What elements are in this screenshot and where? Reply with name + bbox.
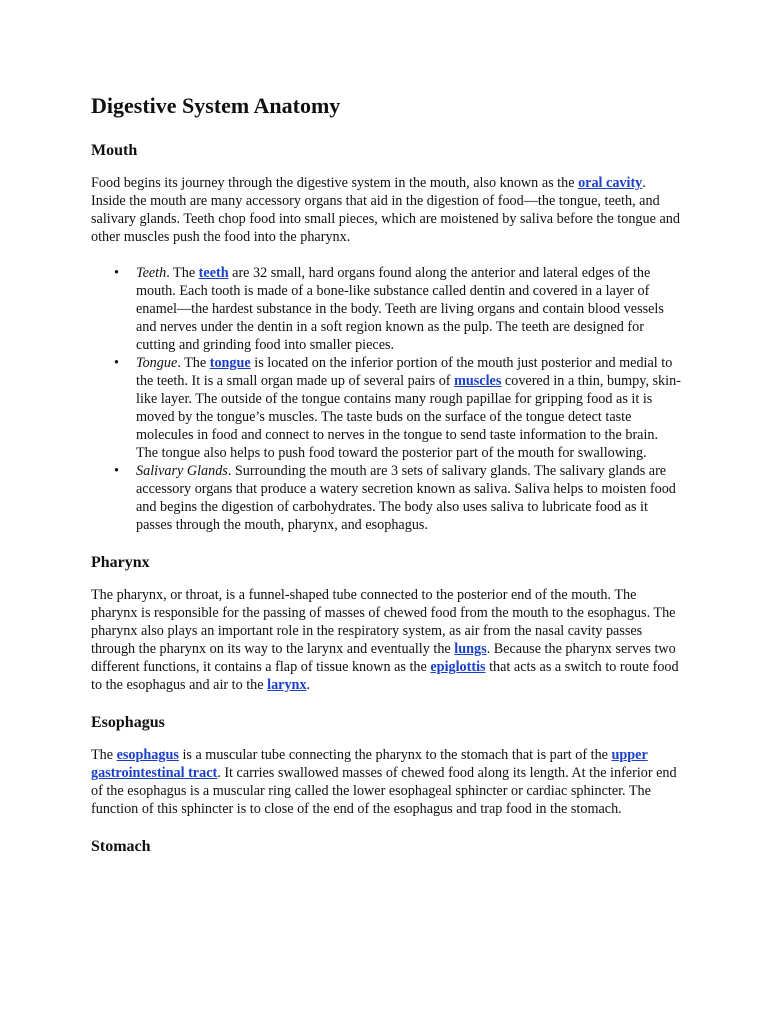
term-tongue: Tongue xyxy=(136,355,178,371)
list-item-tongue xyxy=(114,354,681,462)
bullet-icon: • xyxy=(114,463,119,479)
link-esophagus[interactable]: esophagus xyxy=(116,747,179,763)
term-teeth: Teeth xyxy=(136,265,167,281)
text-span: . The xyxy=(177,355,210,371)
link-lungs[interactable]: lungs xyxy=(454,641,487,657)
text-span: . xyxy=(306,677,311,693)
list-item-teeth xyxy=(114,264,681,354)
section-esophagus xyxy=(91,712,681,818)
text-span: is located on the inferior portion of the mouth just posterior and medial to the teeth. It is a small organ made up of several pairs of xyxy=(136,355,673,389)
link-teeth[interactable]: teeth xyxy=(198,265,229,281)
text-span: is a muscular tube connecting the pharynx to the stomach that is part of the xyxy=(178,747,612,763)
bullet-icon: • xyxy=(114,355,119,371)
list-item-salivary-glands xyxy=(114,462,681,534)
text-span: . The xyxy=(166,265,199,281)
text-span: covered in a thin, bumpy, skin-like layer. The outside of the tongue contains many rough papillae for gripping food as it is moved by the tongue’s muscles. The taste buds on the surface of the tongue detect taste molecules in food and connect to nerves in the tongue to send taste information to the brain. The tongue also helps to push food toward the posterior part of the mouth for swallowing. xyxy=(136,373,681,461)
term-salivary-glands: Salivary Glands xyxy=(136,463,228,479)
text-span: The pharynx, or throat, is a funnel-shaped tube connected to the posterior end of the mouth. The pharynx is responsible for the passing of masses of chewed food from the mouth to the esophagus. The pharynx also plays an important role in the respiratory system, as air from the nasal cavity passes through the pharynx on its way to the larynx and eventually the xyxy=(91,587,676,657)
text-span: Food begins its journey through the digestive system in the mouth, also known as the xyxy=(91,175,579,191)
paragraph-pharynx xyxy=(91,586,681,694)
text-span: are 32 small, hard organs found along the anterior and lateral edges of the mouth. Each tooth is made of a bone-like substance called dentin and covered in a layer of enamel—the hardest substance in the body. Teeth are living organs and contain blood vessels and nerves under the dentin in a soft region known as the pulp. The teeth are designed for cutting and grinding food into smaller pieces. xyxy=(136,265,664,353)
text-span: . It carries swallowed masses of chewed food along its length. At the inferior end of the esophagus is a muscular ring called the lower esophageal sphincter or cardiac sphincter. The function of this sphincter is to close of the end of the esophagus and trap food in the stomach. xyxy=(91,765,677,817)
text-span: . Because the pharynx serves two different functions, it contains a flap of tissue known as the xyxy=(91,641,676,675)
heading-stomach: Stomach xyxy=(91,838,151,855)
link-epiglottis[interactable]: epiglottis xyxy=(430,659,486,675)
heading-mouth: Mouth xyxy=(91,142,138,159)
bullet-icon: • xyxy=(114,265,119,281)
paragraph-esophagus xyxy=(91,746,681,818)
link-larynx[interactable]: larynx xyxy=(267,677,307,693)
section-stomach xyxy=(91,836,681,858)
mouth-organ-list xyxy=(91,264,681,534)
heading-esophagus: Esophagus xyxy=(91,714,165,731)
link-muscles[interactable]: muscles xyxy=(454,373,502,389)
text-span: . Surrounding the mouth are 3 sets of salivary glands. The salivary glands are accessory organs that produce a watery secretion known as saliva. Saliva helps to moisten food and begins the digestion of carbohydrates. The body also uses saliva to lubricate food as it passes through the mouth, pharynx, and esophagus. xyxy=(136,463,676,533)
text-span: that acts as a switch to route food to the esophagus and air to the xyxy=(91,659,679,693)
page-title: Digestive System Anatomy xyxy=(91,93,341,118)
paragraph-mouth-intro xyxy=(91,174,681,246)
link-upper-gastrointestinal-tract[interactable]: upper gastrointestinal tract xyxy=(91,747,648,781)
heading-pharynx: Pharynx xyxy=(91,554,150,571)
section-mouth xyxy=(91,140,681,534)
text-span: The xyxy=(91,747,117,763)
text-span: . Inside the mouth are many accessory organs that aid in the digestion of food—the tongue, teeth, and salivary glands. Teeth chop food into small pieces, which are moistened by saliva before the tongue and other muscles push the food into the pharynx. xyxy=(91,175,680,245)
link-oral-cavity[interactable]: oral cavity xyxy=(578,175,643,191)
link-tongue[interactable]: tongue xyxy=(209,355,251,371)
section-pharynx xyxy=(91,552,681,694)
document-page xyxy=(91,92,681,870)
